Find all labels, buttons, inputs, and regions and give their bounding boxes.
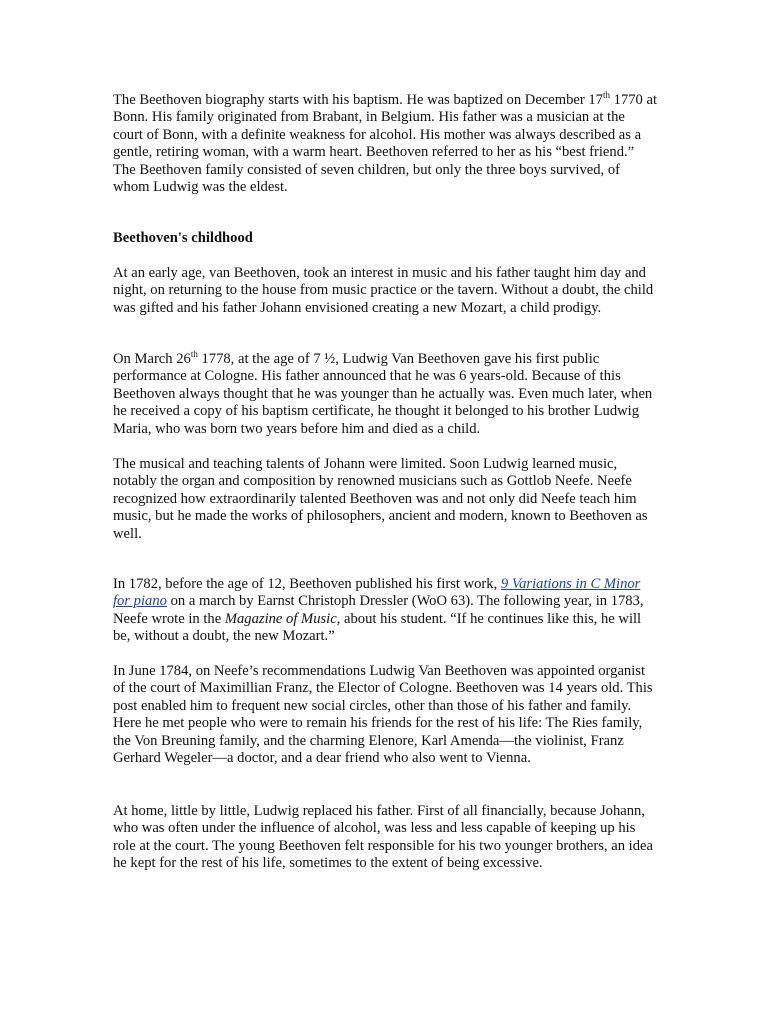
paragraph-text: In 1782, before the age of 12, Beethoven published his first work,	[113, 576, 501, 592]
paragraph-early-age: At an early age, van Beethoven, took an interest in music and his father taught him day and night, on returning to the house from music practice or the tavern. Without a doubt, the child was gifted and his father Johann envisioned creating a new Mozart, a child prodigy.	[113, 265, 654, 316]
paragraph-text: 1770 at Bonn. His family originated from Brabant, in Belgium. His father was a musician at the court of Bonn, with a definite weakness for alcohol. His mother was always described as a gentle, retiring woman, with a warm heart. Beethoven referred to her as his “best friend.” The Beethoven family consisted of seven children, but only the three boys survived, of whom Ludwig was the eldest.	[113, 92, 658, 196]
paragraph-text: On March 26	[113, 351, 191, 367]
paragraph-replaced-father: At home, little by little, Ludwig replaced his father. First of all financially, because Johann, who was often under the influence of alcohol, was less and less capable of keeping up his role at the court. The young Beethoven felt responsible for his two younger brothers, an idea he kept for the rest of his life, sometimes to the extent of being excessive.	[113, 803, 653, 872]
paragraph-text: on a march by Earnst Christoph Dressler (WoO 63). The following year, in 1783, Neefe wrote in the	[113, 593, 644, 627]
superscript-ordinal: th	[190, 349, 198, 359]
paragraph-text: 1778, at the age of 7 ½, Ludwig Van Beethoven gave his first public performance at Cologne. His father announced that he was 6 years-old. Because of this Beethoven always thought that he was younger than he actually was. Even much later, when he received a copy of his baptism certificate, he thought it belonged to his brother Ludwig Maria, who was born two years before him and died as a child.	[113, 351, 653, 437]
paragraph-teaching-talents: The musical and teaching talents of Johann were limited. Soon Ludwig learned music, notably the organ and composition by renowned musicians such as Gottlob Neefe. Neefe recognized how extraordinarily talented Beethoven was and not only did Neefe teach him music, but he made the works of philosophers, ancient and modern, known to Beethoven as well.	[113, 456, 648, 542]
paragraph-first-work	[113, 576, 658, 646]
superscript-ordinal: th	[602, 90, 610, 100]
paragraph-first-performance	[113, 351, 658, 438]
paragraph-text: The Beethoven biography starts with his baptism. He was baptized on December 17	[113, 92, 603, 108]
section-heading-childhood: Beethoven's childhood	[113, 230, 253, 246]
paragraph-baptism	[113, 92, 658, 196]
first-work-link[interactable]: 9 Variations in C Minor for piano	[113, 576, 641, 610]
paragraph-court-organist: In June 1784, on Neefe’s recommendations Ludwig Van Beethoven was appointed organist of the court of Maximillian Franz, the Elector of Cologne. Beethoven was 14 years old. This post enabled him to frequent new social circles, other than those of his father and family. Here he met people who were to remain his friends for the rest of his life: The Ries family, the Von Breuning family, and the charming Elenore, Karl Amenda—the violinist, Franz Gerhard Wegeler—a doctor, and a dear friend who also went to Vienna.	[113, 663, 653, 767]
magazine-title: Magazine of Music	[224, 610, 337, 627]
paragraph-text: , about his student. “If he continues like this, he will be, without a doubt, the new Mozart.”	[113, 610, 642, 645]
